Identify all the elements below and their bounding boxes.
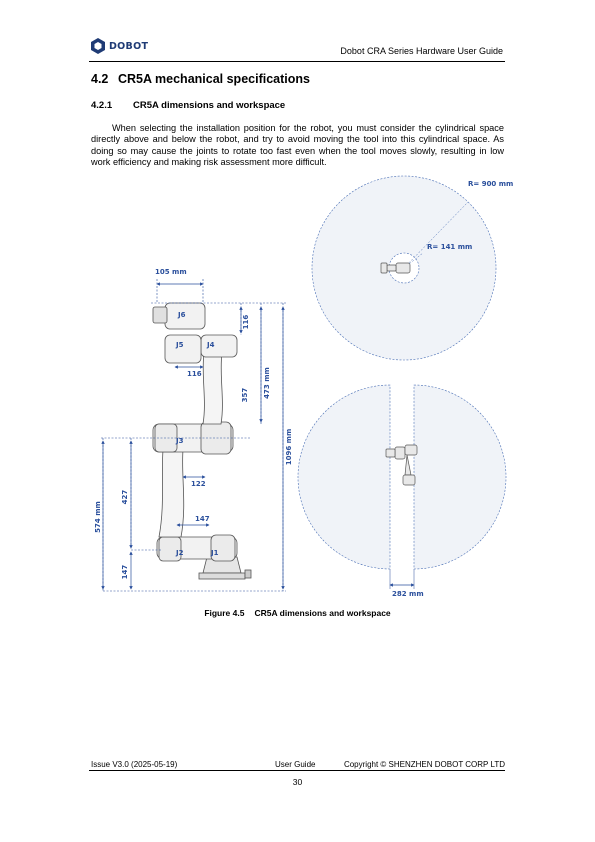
radius-141: R= 141 mm [427,243,473,251]
subsection-title: CR5A dimensions and workspace [133,100,286,111]
robot-arm-drawing [153,303,251,579]
dim-473: 473 mm [263,367,271,399]
joint-label-j1: J1 [211,549,219,557]
dim-147-low: 147 [121,564,129,580]
dobot-logo-icon [91,38,105,54]
header-title: Dobot CRA Series Hardware User Guide [340,46,503,56]
top-view-workspace [312,176,513,360]
dim-105: 105 mm [155,268,187,276]
joint-label-j3: J3 [176,437,184,445]
footer-divider [89,770,505,771]
dim-122: 122 [191,480,206,488]
dim-574: 574 mm [94,501,102,533]
joint-label-j2: J2 [176,549,184,557]
subsection-number: 4.2.1 [91,100,113,111]
joint-label-j5: J5 [176,341,184,349]
page-number: 30 [292,777,303,787]
dim-357: 357 [241,387,249,403]
robot-side-view-icon [386,445,417,485]
radius-900-top: R= 900 mm [468,180,514,188]
dim-116-left: 116 [187,370,202,378]
dim-282: 282 mm [392,590,424,598]
section-title: CR5A mechanical specifications [118,72,310,86]
figure-caption-text: CR5A dimensions and workspace [254,608,391,618]
footer-doc-type: User Guide [275,760,316,769]
dim-427: 427 [121,489,129,505]
subsection-heading [91,100,285,111]
footer-issue: Issue V3.0 (2025-05-19) [91,760,178,769]
dim-1096: 1096 mm [285,428,293,466]
section-heading [91,72,310,86]
figure-caption [0,608,595,618]
dimensions-workspace-figure [91,175,514,605]
dobot-logo [91,38,148,54]
dim-116-top: 116 [242,314,250,330]
joint-label-j6: J6 [178,311,186,319]
logo-text: DOBOT [109,40,149,52]
dim-147-mid: 147 [195,515,210,523]
footer-copyright: Copyright © SHENZHEN DOBOT CORP LTD [343,760,505,769]
side-view-workspace [298,385,506,598]
body-paragraph: When selecting the installation position for the robot, you must consider the cylindrical space directly above and below the robot, and try to avoid moving the tool into this cylindrical space. As doing so may cause the joints to rotate too fast even when the tool moves slowly, resulting in low work efficiency and making risk assessment more difficult. [91,123,504,168]
joint-label-j4: J4 [207,341,215,349]
section-number: 4.2 [91,72,109,86]
figure-caption-number: Figure 4.5 [204,608,245,618]
header-divider [89,61,505,62]
